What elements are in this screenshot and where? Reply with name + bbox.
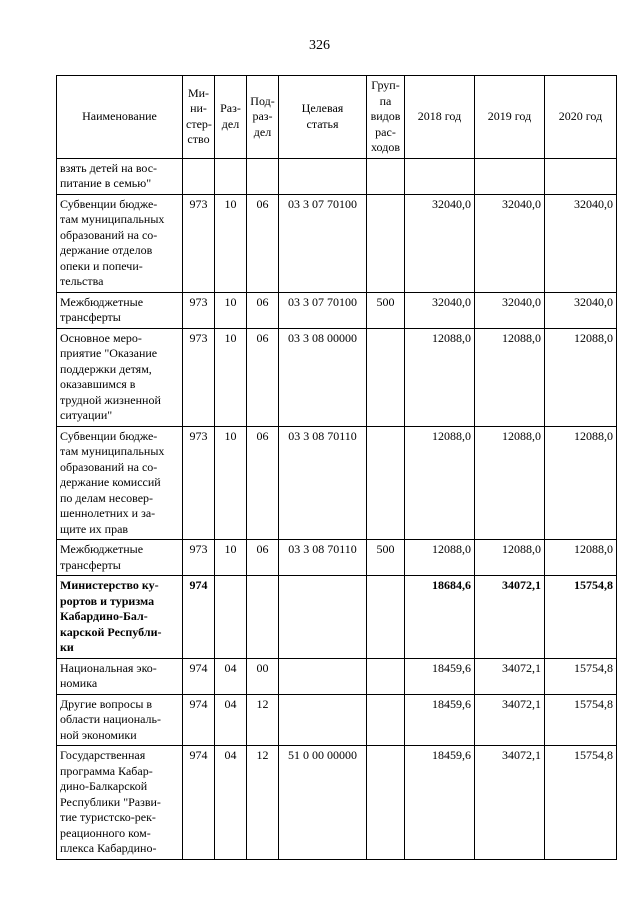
cell-2020: 15754,8 — [545, 576, 617, 659]
cell-name: Национальная эко- номика — [57, 658, 183, 694]
cell-target — [279, 158, 367, 194]
cell-2020: 15754,8 — [545, 694, 617, 746]
cell-name: Другие вопросы в области националь- ной экономики — [57, 694, 183, 746]
cell-group: 500 — [367, 292, 405, 328]
header-section: Раз- дел — [215, 76, 247, 159]
table-row — [57, 426, 617, 540]
cell-2020: 32040,0 — [545, 292, 617, 328]
header-target: Целевая статья — [279, 76, 367, 159]
cell-2020: 15754,8 — [545, 658, 617, 694]
cell-2020: 32040,0 — [545, 194, 617, 292]
cell-subsection: 06 — [247, 540, 279, 576]
cell-2018: 18459,6 — [405, 746, 475, 860]
cell-section — [215, 576, 247, 659]
cell-2019: 12088,0 — [475, 540, 545, 576]
header-ministry: Ми- ни- стер- ство — [183, 76, 215, 159]
cell-2018: 18459,6 — [405, 658, 475, 694]
cell-group — [367, 426, 405, 540]
cell-2019: 32040,0 — [475, 292, 545, 328]
cell-ministry: 973 — [183, 426, 215, 540]
cell-section: 10 — [215, 426, 247, 540]
cell-ministry: 973 — [183, 540, 215, 576]
cell-2018 — [405, 158, 475, 194]
cell-2019: 34072,1 — [475, 694, 545, 746]
table-row — [57, 658, 617, 694]
cell-group: 500 — [367, 540, 405, 576]
cell-2019: 34072,1 — [475, 746, 545, 860]
table-row — [57, 540, 617, 576]
cell-ministry: 974 — [183, 694, 215, 746]
cell-group — [367, 658, 405, 694]
table-row — [57, 746, 617, 860]
cell-2018: 18684,6 — [405, 576, 475, 659]
cell-2018: 12088,0 — [405, 426, 475, 540]
cell-section — [215, 158, 247, 194]
table-row — [57, 328, 617, 426]
cell-subsection — [247, 158, 279, 194]
table-row — [57, 576, 617, 659]
cell-subsection: 00 — [247, 658, 279, 694]
cell-name: Государственная программа Кабар- дино-Балкарской Республики "Разви- тие туристско-рек- реационного ком- плекса Кабардино- — [57, 746, 183, 860]
cell-2019: 32040,0 — [475, 194, 545, 292]
cell-2019: 12088,0 — [475, 328, 545, 426]
table-row — [57, 292, 617, 328]
cell-section: 04 — [215, 746, 247, 860]
cell-subsection: 06 — [247, 426, 279, 540]
cell-2020: 15754,8 — [545, 746, 617, 860]
header-group: Груп- па видов рас- ходов — [367, 76, 405, 159]
cell-2019: 12088,0 — [475, 426, 545, 540]
cell-subsection: 06 — [247, 328, 279, 426]
cell-target — [279, 694, 367, 746]
budget-table — [56, 75, 617, 860]
table-row — [57, 694, 617, 746]
cell-group — [367, 576, 405, 659]
cell-subsection: 06 — [247, 292, 279, 328]
header-2018: 2018 год — [405, 76, 475, 159]
cell-target: 51 0 00 00000 — [279, 746, 367, 860]
cell-group — [367, 746, 405, 860]
header-subsection: Под- раз- дел — [247, 76, 279, 159]
cell-target: 03 3 07 70100 — [279, 292, 367, 328]
cell-target: 03 3 08 00000 — [279, 328, 367, 426]
cell-section: 10 — [215, 194, 247, 292]
header-2020: 2020 год — [545, 76, 617, 159]
cell-2019: 34072,1 — [475, 576, 545, 659]
cell-group — [367, 328, 405, 426]
cell-section: 10 — [215, 328, 247, 426]
cell-ministry: 973 — [183, 328, 215, 426]
cell-2019 — [475, 158, 545, 194]
cell-2018: 18459,6 — [405, 694, 475, 746]
cell-2018: 32040,0 — [405, 194, 475, 292]
cell-2020: 12088,0 — [545, 540, 617, 576]
cell-section: 10 — [215, 540, 247, 576]
header-name: Наименование — [57, 76, 183, 159]
cell-section: 04 — [215, 694, 247, 746]
cell-ministry: 973 — [183, 194, 215, 292]
cell-name: Межбюджетные трансферты — [57, 292, 183, 328]
cell-2018: 12088,0 — [405, 540, 475, 576]
cell-target — [279, 658, 367, 694]
cell-section: 04 — [215, 658, 247, 694]
cell-2020: 12088,0 — [545, 328, 617, 426]
cell-ministry — [183, 158, 215, 194]
cell-subsection: 12 — [247, 694, 279, 746]
cell-group — [367, 194, 405, 292]
cell-2020 — [545, 158, 617, 194]
table-row — [57, 158, 617, 194]
cell-name: Министерство ку- рортов и туризма Кабардино-Бал- карской Республи- ки — [57, 576, 183, 659]
header-2019: 2019 год — [475, 76, 545, 159]
cell-group — [367, 158, 405, 194]
cell-group — [367, 694, 405, 746]
cell-ministry: 974 — [183, 658, 215, 694]
cell-subsection: 12 — [247, 746, 279, 860]
cell-target: 03 3 08 70110 — [279, 540, 367, 576]
cell-ministry: 974 — [183, 576, 215, 659]
cell-name: Межбюджетные трансферты — [57, 540, 183, 576]
cell-2019: 34072,1 — [475, 658, 545, 694]
cell-name: Основное меро- приятие "Оказание поддержки детям, оказавшимся в трудной жизненной ситуации" — [57, 328, 183, 426]
cell-target: 03 3 08 70110 — [279, 426, 367, 540]
cell-target: 03 3 07 70100 — [279, 194, 367, 292]
cell-section: 10 — [215, 292, 247, 328]
page-number: 326 — [309, 38, 330, 53]
cell-2018: 32040,0 — [405, 292, 475, 328]
cell-ministry: 974 — [183, 746, 215, 860]
cell-name: Субвенции бюдже- там муниципальных образований на со- держание отделов опеки и попечи- тельства — [57, 194, 183, 292]
cell-target — [279, 576, 367, 659]
cell-name: взять детей на вос- питание в семью" — [57, 158, 183, 194]
cell-subsection — [247, 576, 279, 659]
cell-subsection: 06 — [247, 194, 279, 292]
table-row — [57, 194, 617, 292]
cell-name: Субвенции бюдже- там муниципальных образований на со- держание комиссий по делам несовер- шеннолетних и за- щите их прав — [57, 426, 183, 540]
table-header-row — [57, 76, 617, 159]
cell-2018: 12088,0 — [405, 328, 475, 426]
cell-2020: 12088,0 — [545, 426, 617, 540]
cell-ministry: 973 — [183, 292, 215, 328]
